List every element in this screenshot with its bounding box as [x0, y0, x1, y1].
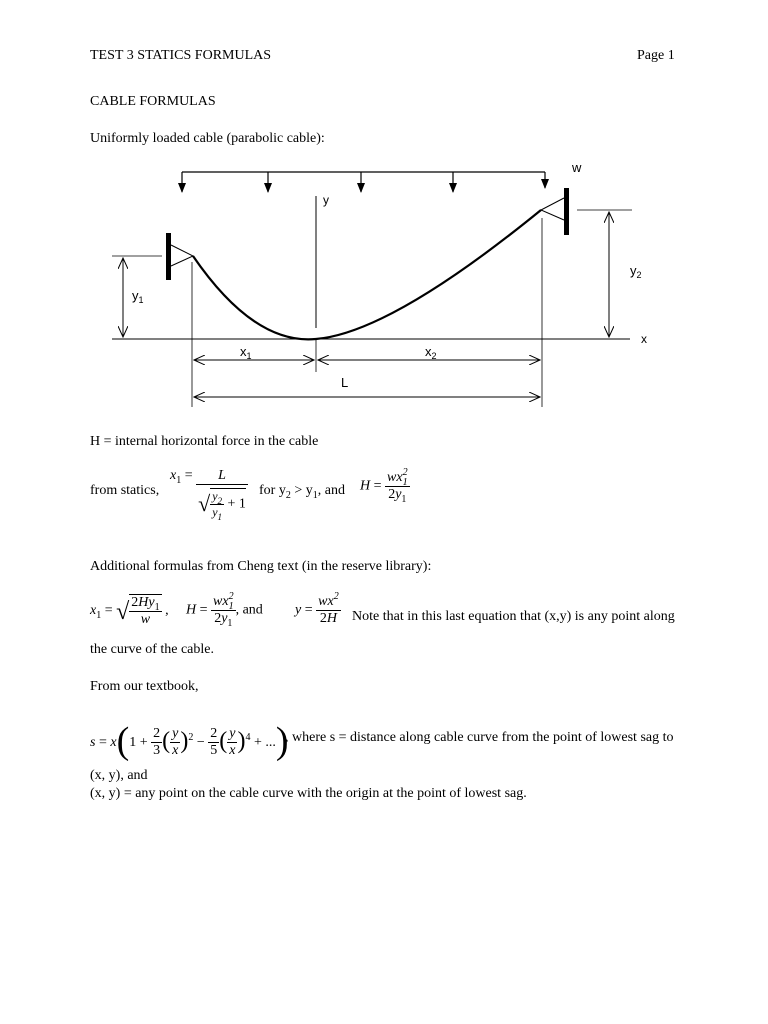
cheng-x1-formula: $x_1$ = √ $\frac{2Hy_1}{w}$ ,: [90, 595, 169, 627]
cheng-y-formula: y = $\frac{wx^2}{2H}$: [295, 591, 339, 626]
right-support: [541, 188, 569, 235]
arc-length-formula: s = x(1 + $\frac{2}{3}$ ( $\frac{y}{x}$ )$^2$ − $\frac{2}{5}$ ( $\frac{y}{x}$ )$^4$ + ...): [90, 720, 289, 762]
span-label: L: [341, 375, 349, 390]
y1-label: $y_1$: [132, 288, 144, 305]
h-formula: H = $\frac{wx^2_1}{2y_1}$: [360, 467, 408, 505]
arc-length-where: , where s = distance along cable curve from the point of lowest sag to: [285, 730, 674, 745]
x2-label: $x_2$: [425, 344, 437, 361]
statics-condition: for $y_2 > y_1$, and: [259, 483, 345, 501]
page-number: Page 1: [637, 48, 675, 63]
section-title: CABLE FORMULAS: [90, 94, 216, 109]
left-support: [166, 233, 193, 280]
cheng-note: Note that in this last equation that (x,y) is any point along: [352, 609, 675, 624]
x-axis-label: x: [641, 332, 647, 346]
statics-lead: from statics,: [90, 483, 160, 498]
y-axis-label: y: [323, 193, 329, 207]
h-definition: H = internal horizontal force in the cable: [90, 434, 319, 449]
x1-label: $x_1$: [240, 344, 252, 361]
x1-formula: $x_1$ = L √ $\frac{y_2}{y_1}$ + 1: [170, 468, 246, 522]
cable-curve: [193, 210, 541, 339]
origin-definition: (x, y) = any point on the cable curve with the origin at the point of lowest sag.: [90, 786, 527, 801]
additional-heading: Additional formulas from Cheng text (in the reserve library):: [90, 559, 432, 574]
cheng-note-continued: the curve of the cable.: [90, 642, 214, 657]
cable-diagram: [0, 155, 768, 415]
subtitle: Uniformly loaded cable (parabolic cable):: [90, 131, 325, 146]
textbook-heading: From our textbook,: [90, 679, 199, 694]
document-title: TEST 3 STATICS FORMULAS: [90, 48, 272, 63]
arc-length-continued: (x, y), and: [90, 768, 148, 783]
y2-label: $y_2$: [630, 263, 642, 280]
distributed-load: [182, 172, 545, 192]
cheng-h-formula: H = $\frac{wx^2_1}{2y_1}$ , and: [186, 591, 263, 629]
load-label: w: [572, 160, 582, 175]
